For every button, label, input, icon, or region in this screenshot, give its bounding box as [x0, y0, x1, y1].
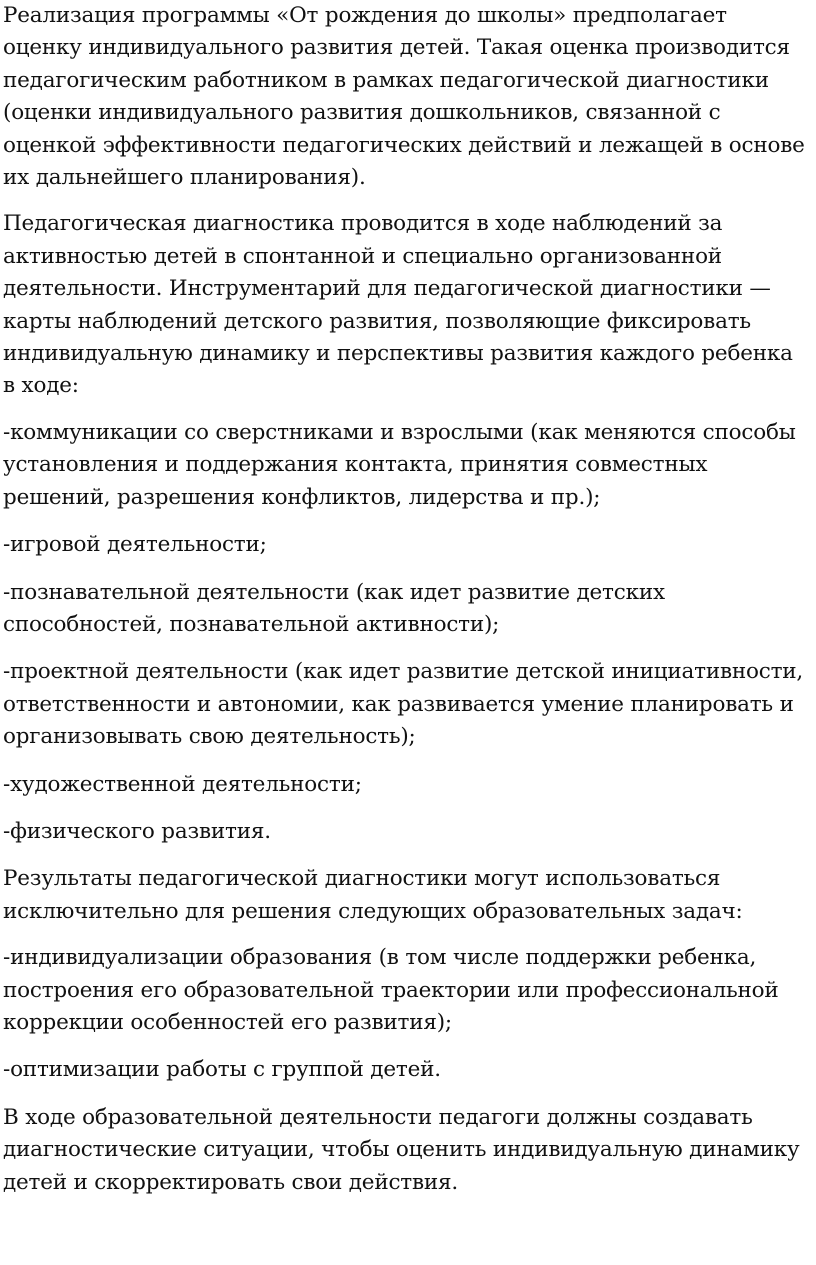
list-item-project: -проектной деятельности (как идет развитие детской инициативности, ответственности и автономии, как развивается умение планировать и организовывать свою деятельность);: [3, 659, 804, 750]
paragraph-diagnostics-method: Педагогическая диагностика проводится в ходе наблюдений за активностью детей в спонтанной и специально организованной деятельности. Инструментарий для педагогической диагностики — карты наблюдений детского развития, позволяющие фиксировать индивидуальную динамику и перспективы развития каждого ребенка в ходе:: [3, 211, 793, 399]
paragraph-results-usage: Результаты педагогической диагностики могут использоваться исключительно для решения следующих образовательных задач:: [3, 866, 743, 924]
list-item-physical: -физического развития.: [3, 818, 271, 844]
list-item-artistic: -художественной деятельности;: [3, 771, 362, 797]
paragraph-diagnostic-situations: В ходе образовательной деятельности педагоги должны создавать диагностические ситуации, чтобы оценить индивидуальную динамику детей и скорректировать свои действия.: [3, 1104, 800, 1195]
list-item-cognitive: -познавательной деятельности (как идет развитие детских способностей, познавательной активности);: [3, 579, 665, 637]
list-item-communication: -коммуникации со сверстниками и взрослыми (как меняются способы установления и поддержания контакта, принятия совместных решений, разрешения конфликтов, лидерства и пр.);: [3, 419, 796, 510]
list-item-group-optimization: -оптимизации работы с группой детей.: [3, 1057, 441, 1083]
paragraph-assessment-intro: Реализация программы «От рождения до школы» предполагает оценку индивидуального развития детей. Такая оценка производится педагогическим работником в рамках педагогической диагностики (оценки индивидуального развития дошкольников, связанной с оценкой эффективности педагогических действий и лежащей в основе их дальнейшего планирования).: [3, 3, 805, 191]
list-item-play: -игровой деятельности;: [3, 532, 267, 558]
list-item-individualization: -индивидуализации образования (в том числе поддержки ребенка, построения его образовательной траектории или профессиональной коррекции особенностей его развития);: [3, 945, 779, 1035]
